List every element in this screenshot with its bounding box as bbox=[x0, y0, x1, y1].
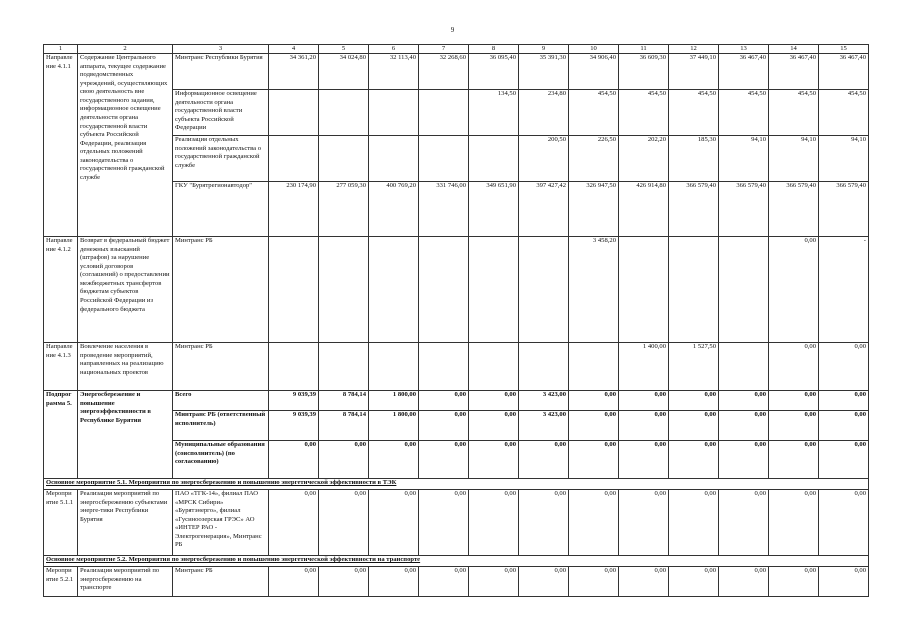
table-row bbox=[44, 490, 869, 556]
value-cell bbox=[719, 343, 769, 391]
value-cell: 0,00 bbox=[419, 490, 469, 556]
value-cell bbox=[569, 343, 619, 391]
value-cell: 0,00 bbox=[369, 490, 419, 556]
value-cell: 0,00 bbox=[569, 567, 619, 597]
value-cell: 0,00 bbox=[719, 490, 769, 556]
value-cell: 0,00 bbox=[419, 411, 469, 441]
value-cell: - bbox=[819, 237, 869, 343]
value-cell: 0,00 bbox=[819, 490, 869, 556]
value-cell bbox=[469, 343, 519, 391]
direction-name: Возврат в федеральный бюджет денежных взысканий (штрафов) за нарушение условий договоров (соглашений) о предоставлении межбюджетных трансфертов бюджетам субъектов Российской Федерации из федерального бюджета bbox=[78, 237, 173, 343]
value-cell: 94,10 bbox=[769, 136, 819, 182]
value-cell: 0,00 bbox=[519, 441, 569, 479]
value-cell: 36 095,40 bbox=[469, 54, 519, 90]
value-cell: 94,10 bbox=[719, 136, 769, 182]
value-cell: 366 579,40 bbox=[769, 182, 819, 237]
value-cell: 9 039,39 bbox=[269, 391, 319, 411]
executor-cell: Минтранс РБ bbox=[173, 343, 269, 391]
page-number: 9 bbox=[450, 26, 455, 34]
column-number: 10 bbox=[569, 45, 619, 54]
value-cell: 0,00 bbox=[669, 567, 719, 597]
value-cell: 32 268,60 bbox=[419, 54, 469, 90]
value-cell: 0,00 bbox=[719, 567, 769, 597]
column-number-row bbox=[44, 45, 869, 54]
value-cell bbox=[369, 90, 419, 136]
value-cell bbox=[519, 343, 569, 391]
executor-cell: Минтранс Республики Бурятия bbox=[173, 54, 269, 90]
value-cell: 3 423,00 bbox=[519, 391, 569, 411]
value-cell: 0,00 bbox=[669, 490, 719, 556]
table-row bbox=[44, 567, 869, 597]
executor-cell: Информационное освещение деятельности органа государственной власти субъекта Российской Федерации bbox=[173, 90, 269, 136]
value-cell: 1 400,00 bbox=[619, 343, 669, 391]
value-cell: 331 746,00 bbox=[419, 182, 469, 237]
direction-name: Содержание Центрального аппарата, текущее содержание подведомственных учреждений, осуществляющих свою деятельность вне государственного задания, информационное освещение деятельности органа государственной власти субъекта Российской Федерации, реализация отдельных положений законодательства о государственной гражданской службе bbox=[78, 54, 173, 237]
column-number: 14 bbox=[769, 45, 819, 54]
value-cell: 0,00 bbox=[619, 411, 669, 441]
column-number: 7 bbox=[419, 45, 469, 54]
value-cell: 454,50 bbox=[769, 90, 819, 136]
value-cell: 0,00 bbox=[269, 567, 319, 597]
executor-cell: Муниципальные образования (соисполнитель) (по согласованию) bbox=[173, 441, 269, 479]
value-cell bbox=[369, 237, 419, 343]
value-cell bbox=[319, 343, 369, 391]
value-cell: 32 113,40 bbox=[369, 54, 419, 90]
value-cell: 0,00 bbox=[369, 567, 419, 597]
value-cell: 366 579,40 bbox=[669, 182, 719, 237]
value-cell bbox=[369, 343, 419, 391]
value-cell: 349 651,90 bbox=[469, 182, 519, 237]
value-cell: 0,00 bbox=[819, 391, 869, 411]
activity-name: Реализация мероприятий по энергосбережению субъектами энерге-тики Республики Бурятия bbox=[78, 490, 173, 556]
value-cell: 0,00 bbox=[669, 441, 719, 479]
value-cell: 134,50 bbox=[469, 90, 519, 136]
value-cell: 397 427,42 bbox=[519, 182, 569, 237]
value-cell: 0,00 bbox=[519, 490, 569, 556]
table-row bbox=[44, 54, 869, 90]
column-number: 12 bbox=[669, 45, 719, 54]
executor-cell: Минтранс РБ bbox=[173, 237, 269, 343]
value-cell: 36 467,40 bbox=[769, 54, 819, 90]
value-cell: 0,00 bbox=[269, 441, 319, 479]
subprogram-name: Энергосбережение и повышение энергоэффективности в Республике Бурятия bbox=[78, 391, 173, 479]
value-cell: 185,30 bbox=[669, 136, 719, 182]
value-cell: 0,00 bbox=[819, 343, 869, 391]
main-activity-title: Основное мероприятие 5.2. Мероприятия по энергосбережению и повышению энергетической эффективности на транспорте bbox=[44, 556, 869, 567]
value-cell: 366 579,40 bbox=[819, 182, 869, 237]
value-cell: 454,50 bbox=[619, 90, 669, 136]
value-cell: 36 609,30 bbox=[619, 54, 669, 90]
value-cell: 0,00 bbox=[669, 391, 719, 411]
value-cell bbox=[269, 343, 319, 391]
activity-name: Реализация мероприятий по энергосбережению на транспорте bbox=[78, 567, 173, 597]
value-cell: 0,00 bbox=[569, 441, 619, 479]
value-cell: 0,00 bbox=[569, 391, 619, 411]
table-row bbox=[44, 343, 869, 391]
value-cell bbox=[269, 237, 319, 343]
value-cell: 454,50 bbox=[569, 90, 619, 136]
value-cell: 0,00 bbox=[569, 490, 619, 556]
value-cell: 94,10 bbox=[819, 136, 869, 182]
column-number: 15 bbox=[819, 45, 869, 54]
value-cell: 34 906,40 bbox=[569, 54, 619, 90]
column-number: 8 bbox=[469, 45, 519, 54]
column-number: 4 bbox=[269, 45, 319, 54]
activity-code: Меропри ятие 5.2.1 bbox=[44, 567, 78, 597]
value-cell: 0,00 bbox=[569, 411, 619, 441]
column-number: 13 bbox=[719, 45, 769, 54]
value-cell: 454,50 bbox=[819, 90, 869, 136]
value-cell bbox=[269, 136, 319, 182]
value-cell: 0,00 bbox=[619, 490, 669, 556]
value-cell: 0,00 bbox=[469, 411, 519, 441]
value-cell: 0,00 bbox=[619, 441, 669, 479]
executor-cell: ПАО «ТГК-14», филиал ПАО «МРСК Сибири» «Бурятэнерго», филиал «Гусиноозерская ГРЭС» АО «ИНТЕР РАО - Электрогенерация», Минтранс РБ bbox=[173, 490, 269, 556]
budget-table bbox=[43, 44, 869, 597]
value-cell: 0,00 bbox=[719, 411, 769, 441]
direction-code: Направле ние 4.1.3 bbox=[44, 343, 78, 391]
section-header-row bbox=[44, 556, 869, 567]
value-cell: 0,00 bbox=[469, 391, 519, 411]
value-cell bbox=[319, 136, 369, 182]
section-header-row bbox=[44, 479, 869, 490]
value-cell bbox=[619, 237, 669, 343]
value-cell bbox=[419, 136, 469, 182]
executor-cell: Реализация отдельных положений законодательства о государственной гражданской службе bbox=[173, 136, 269, 182]
value-cell: 0,00 bbox=[769, 567, 819, 597]
value-cell bbox=[419, 90, 469, 136]
value-cell: 36 467,40 bbox=[819, 54, 869, 90]
column-number: 2 bbox=[78, 45, 173, 54]
value-cell: 0,00 bbox=[319, 567, 369, 597]
value-cell: 0,00 bbox=[769, 411, 819, 441]
value-cell bbox=[469, 136, 519, 182]
value-cell: 277 059,30 bbox=[319, 182, 369, 237]
value-cell bbox=[669, 237, 719, 343]
value-cell: 234,80 bbox=[519, 90, 569, 136]
column-number: 11 bbox=[619, 45, 669, 54]
column-number: 1 bbox=[44, 45, 78, 54]
value-cell bbox=[469, 237, 519, 343]
value-cell: 0,00 bbox=[769, 391, 819, 411]
value-cell bbox=[319, 237, 369, 343]
table-row bbox=[44, 391, 869, 411]
value-cell: 0,00 bbox=[769, 441, 819, 479]
value-cell: 366 579,40 bbox=[719, 182, 769, 237]
executor-cell: Минтранс РБ bbox=[173, 567, 269, 597]
value-cell: 326 947,50 bbox=[569, 182, 619, 237]
subprogram-code: Подпрог рамма 5. bbox=[44, 391, 78, 479]
value-cell bbox=[419, 343, 469, 391]
value-cell bbox=[519, 237, 569, 343]
value-cell: 426 914,80 bbox=[619, 182, 669, 237]
value-cell: 0,00 bbox=[319, 490, 369, 556]
value-cell: 0,00 bbox=[819, 441, 869, 479]
table-row bbox=[44, 237, 869, 343]
value-cell: 3 423,00 bbox=[519, 411, 569, 441]
main-activity-title: Основное мероприятие 5.1. Мероприятия по энергосбережению и повышению энергетической эффективности в ТЭК bbox=[44, 479, 869, 490]
value-cell: 0,00 bbox=[469, 567, 519, 597]
value-cell: 226,50 bbox=[569, 136, 619, 182]
value-cell: 0,00 bbox=[619, 391, 669, 411]
column-number: 3 bbox=[173, 45, 269, 54]
direction-code: Направле ние 4.1.1 bbox=[44, 54, 78, 237]
value-cell: 8 784,14 bbox=[319, 391, 369, 411]
value-cell: 1 527,50 bbox=[669, 343, 719, 391]
value-cell: 202,20 bbox=[619, 136, 669, 182]
activity-code: Меропри ятие 5.1.1 bbox=[44, 490, 78, 556]
value-cell: 37 449,10 bbox=[669, 54, 719, 90]
value-cell: 0,00 bbox=[769, 490, 819, 556]
value-cell bbox=[319, 90, 369, 136]
value-cell: 454,50 bbox=[669, 90, 719, 136]
value-cell: 0,00 bbox=[419, 441, 469, 479]
column-number: 5 bbox=[319, 45, 369, 54]
value-cell: 0,00 bbox=[719, 391, 769, 411]
value-cell: 0,00 bbox=[419, 391, 469, 411]
value-cell: 0,00 bbox=[769, 237, 819, 343]
value-cell: 0,00 bbox=[319, 441, 369, 479]
value-cell bbox=[419, 237, 469, 343]
value-cell: 0,00 bbox=[469, 441, 519, 479]
value-cell: 34 361,20 bbox=[269, 54, 319, 90]
value-cell bbox=[269, 90, 319, 136]
value-cell: 36 467,40 bbox=[719, 54, 769, 90]
value-cell bbox=[719, 237, 769, 343]
value-cell: 8 784,14 bbox=[319, 411, 369, 441]
value-cell: 0,00 bbox=[269, 490, 319, 556]
value-cell: 0,00 bbox=[819, 411, 869, 441]
value-cell: 1 800,00 bbox=[369, 391, 419, 411]
value-cell: 200,50 bbox=[519, 136, 569, 182]
executor-cell: Минтранс РБ (ответственный исполнитель) bbox=[173, 411, 269, 441]
value-cell: 0,00 bbox=[519, 567, 569, 597]
value-cell: 0,00 bbox=[469, 490, 519, 556]
value-cell: 0,00 bbox=[819, 567, 869, 597]
column-number: 6 bbox=[369, 45, 419, 54]
value-cell: 0,00 bbox=[619, 567, 669, 597]
executor-cell: Всего bbox=[173, 391, 269, 411]
value-cell: 9 039,39 bbox=[269, 411, 319, 441]
value-cell: 454,50 bbox=[719, 90, 769, 136]
value-cell: 0,00 bbox=[369, 441, 419, 479]
value-cell: 35 391,30 bbox=[519, 54, 569, 90]
column-number: 9 bbox=[519, 45, 569, 54]
direction-name: Вовлечение населения в проведение мероприятий, направленных на реализацию национальных проектов bbox=[78, 343, 173, 391]
value-cell: 0,00 bbox=[769, 343, 819, 391]
value-cell: 0,00 bbox=[669, 411, 719, 441]
value-cell: 400 769,20 bbox=[369, 182, 419, 237]
value-cell: 3 458,20 bbox=[569, 237, 619, 343]
value-cell bbox=[369, 136, 419, 182]
value-cell: 230 174,90 bbox=[269, 182, 319, 237]
value-cell: 1 800,00 bbox=[369, 411, 419, 441]
value-cell: 0,00 bbox=[419, 567, 469, 597]
executor-cell: ГКУ "Бурятрегионавтодор" bbox=[173, 182, 269, 237]
value-cell: 34 024,80 bbox=[319, 54, 369, 90]
value-cell: 0,00 bbox=[719, 441, 769, 479]
direction-code: Направле ние 4.1.2 bbox=[44, 237, 78, 343]
